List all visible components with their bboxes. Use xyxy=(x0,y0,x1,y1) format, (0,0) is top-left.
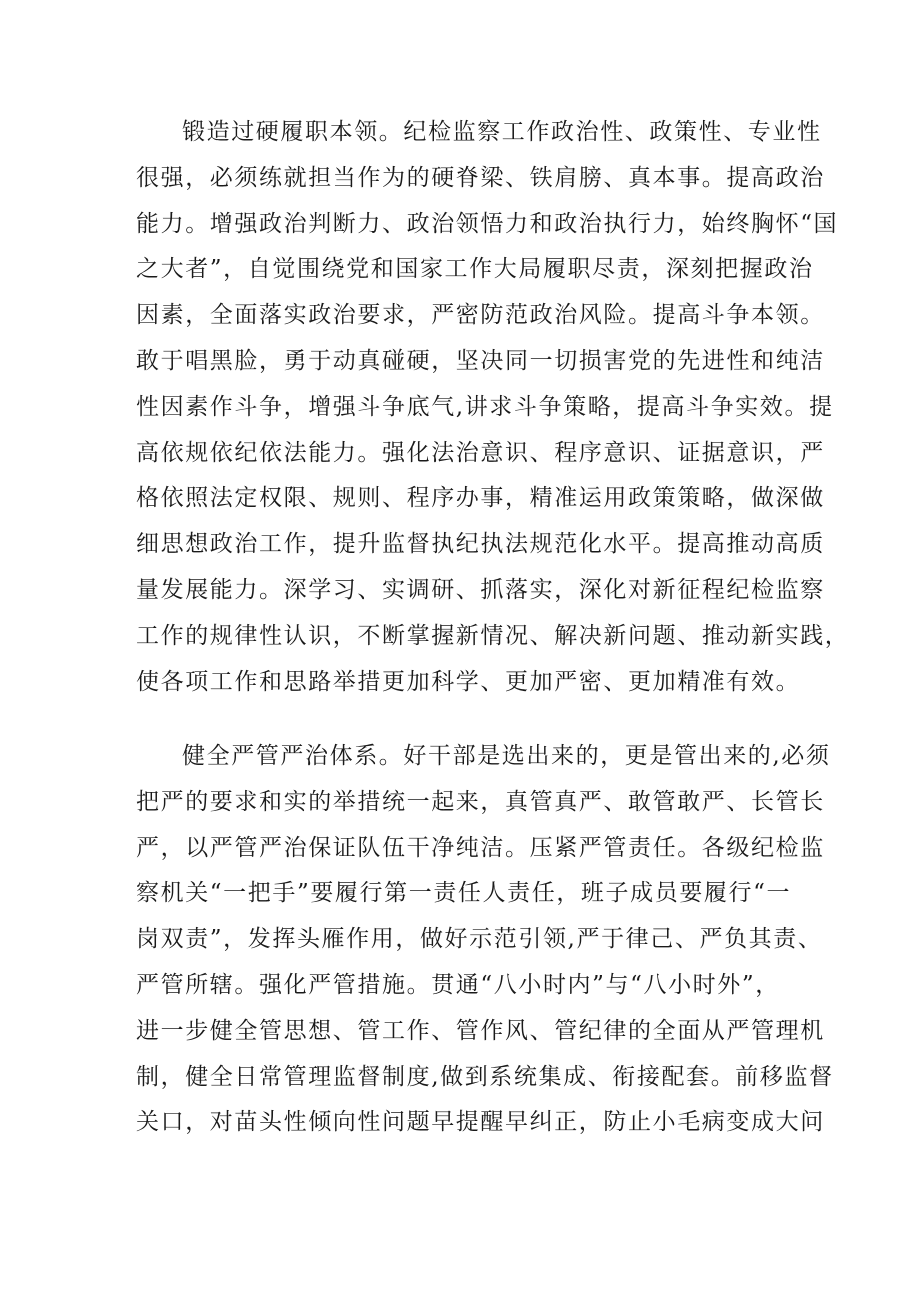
paragraph-line: 格依照法定权限、规则、程序办事，精准运用政策策略，做深做 xyxy=(136,485,825,512)
paragraph-line: 工作的规律性认识，不断掌握新情况、解决新问题、推动新实践， xyxy=(136,622,850,649)
paragraph-line: 健全严管严治体系。好干部是选出来的，更是管出来的,必须 xyxy=(182,743,831,769)
paragraph-line: 锻造过硬履职本领。纪检监察工作政治性、政策性、专业性 xyxy=(182,119,822,145)
paragraph-line: 高依规依纪依法能力。强化法治意识、程序意识、证据意识，严 xyxy=(136,439,825,466)
paragraph-line: 制，健全日常管理监督制度,做到系统集成、衔接配套。前移监督 xyxy=(136,1063,834,1090)
paragraph-2 xyxy=(136,734,834,1146)
paragraph-line: 很强，必须练就担当作为的硬脊梁、铁肩膀、真本事。提高政治 xyxy=(136,164,825,191)
paragraph-line: 量发展能力。深学习、实调研、抓落实，深化对新征程纪检监察 xyxy=(136,576,825,603)
paragraph-line: 岗双责”，发挥头雁作用，做好示范引领,严于律己、严负其责、 xyxy=(136,926,823,953)
paragraph-line: 察机关“一把手”要履行第一责任人责任，班子成员要履行“一 xyxy=(136,880,792,907)
paragraph-line: 关口，对苗头性倾向性问题早提醒早纠正，防止小毛病变成大问 xyxy=(136,1109,825,1136)
paragraph-line: 严，以严管严治保证队伍干净纯洁。压紧严管责任。各级纪检监 xyxy=(136,834,825,861)
paragraph-line: 因素，全面落实政治要求，严密防范政治风险。提高斗争本领。 xyxy=(136,302,825,329)
paragraph-1 xyxy=(136,110,850,705)
paragraph-line: 敢于唱黑脸，勇于动真碰硬，坚决同一切损害党的先进性和纯洁 xyxy=(136,347,825,374)
paragraph-line: 使各项工作和思路举措更加科学、更加严密、更加精准有效。 xyxy=(136,668,801,695)
paragraph-line: 进一步健全管思想、管工作、管作风、管纪律的全面从严管理机 xyxy=(136,1017,825,1044)
paragraph-line: 细思想政治工作，提升监督执纪执法规范化水平。提高推动高质 xyxy=(136,531,825,558)
paragraph-line: 把严的要求和实的举措统一起来，真管真严、敢管敢严、长管长 xyxy=(136,788,825,815)
paragraph-line: 之大者”，自觉围绕党和国家工作大局履职尽责，深刻把握政治 xyxy=(136,256,814,283)
paragraph-line: 性因素作斗争，增强斗争底气,讲求斗争策略，提高斗争实效。提 xyxy=(136,393,834,420)
paragraph-line: 严管所辖。强化严管措施。贯通“八小时内”与“八小时外”， xyxy=(136,971,780,998)
paragraph-line: 能力。增强政治判断力、政治领悟力和政治执行力，始终胸怀“国 xyxy=(136,210,839,237)
